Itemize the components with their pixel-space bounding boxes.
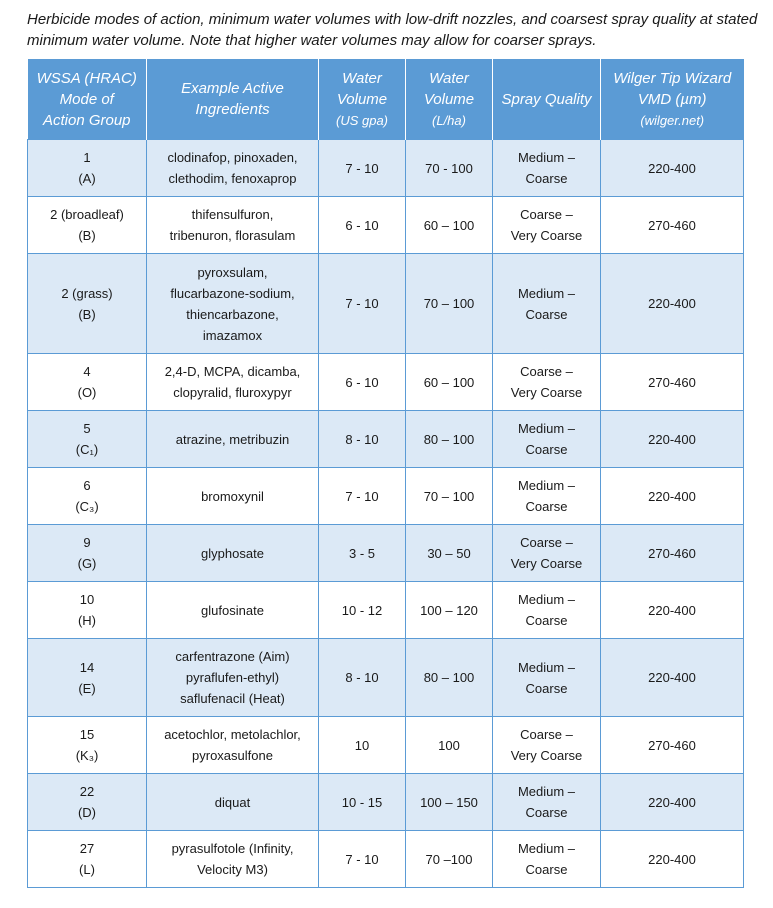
cell-ingredients: pyrasulfotole (Infinity, Velocity M3) (147, 831, 319, 888)
cell-volume-gpa: 8 - 10 (319, 411, 406, 468)
cell-group: 6 (C₃) (28, 468, 147, 525)
cell-group: 4 (O) (28, 354, 147, 411)
cell-group: 15 (K₃) (28, 717, 147, 774)
table-row (28, 254, 744, 354)
cell-volume-lha: 100 – 150 (406, 774, 493, 831)
cell-ingredients: glufosinate (147, 582, 319, 639)
cell-volume-gpa: 7 - 10 (319, 140, 406, 197)
cell-group: 5 (C₁) (28, 411, 147, 468)
cell-spray-quality: Medium – Coarse (493, 411, 601, 468)
table-row (28, 411, 744, 468)
table-row (28, 468, 744, 525)
header-row (28, 59, 744, 140)
cell-volume-gpa: 7 - 10 (319, 831, 406, 888)
cell-vmd: 270-460 (601, 197, 744, 254)
cell-spray-quality: Medium – Coarse (493, 140, 601, 197)
cell-spray-quality: Coarse – Very Coarse (493, 354, 601, 411)
cell-volume-lha: 60 – 100 (406, 197, 493, 254)
cell-ingredients: 2,4-D, MCPA, dicamba, clopyralid, fluroxypyr (147, 354, 319, 411)
cell-ingredients: clodinafop, pinoxaden, clethodim, fenoxaprop (147, 140, 319, 197)
cell-volume-gpa: 6 - 10 (319, 197, 406, 254)
cell-volume-gpa: 10 - 12 (319, 582, 406, 639)
cell-vmd: 270-460 (601, 525, 744, 582)
cell-ingredients: pyroxsulam, flucarbazone-sodium, thiencarbazone, imazamox (147, 254, 319, 354)
cell-spray-quality: Medium – Coarse (493, 468, 601, 525)
cell-spray-quality: Coarse – Very Coarse (493, 197, 601, 254)
cell-vmd: 220-400 (601, 582, 744, 639)
cell-spray-quality: Coarse – Very Coarse (493, 717, 601, 774)
cell-ingredients: diquat (147, 774, 319, 831)
cell-volume-gpa: 7 - 10 (319, 254, 406, 354)
cell-group: 10 (H) (28, 582, 147, 639)
table-row (28, 582, 744, 639)
cell-ingredients: bromoxynil (147, 468, 319, 525)
table-row (28, 140, 744, 197)
table-row (28, 354, 744, 411)
cell-ingredients: glyphosate (147, 525, 319, 582)
table-caption: Herbicide modes of action, minimum water volumes with low-drift nozzles, and coarsest spray quality at stated minimum water volume. Note that higher water volumes may allow for coarser sprays. (27, 11, 758, 49)
cell-group: 2 (broadleaf) (B) (28, 197, 147, 254)
table-row (28, 831, 744, 888)
cell-spray-quality: Medium – Coarse (493, 254, 601, 354)
cell-spray-quality: Medium – Coarse (493, 639, 601, 717)
cell-ingredients: carfentrazone (Aim) pyraflufen-ethyl) saflufenacil (Heat) (147, 639, 319, 717)
cell-volume-lha: 70 – 100 (406, 254, 493, 354)
header-vmd: Wilger Tip Wizard VMD (µm) (wilger.net) (601, 59, 744, 140)
cell-group: 9 (G) (28, 525, 147, 582)
cell-volume-lha: 60 – 100 (406, 354, 493, 411)
herbicide-table (27, 59, 744, 888)
table-row (28, 525, 744, 582)
cell-volume-lha: 70 –100 (406, 831, 493, 888)
cell-group: 27 (L) (28, 831, 147, 888)
cell-group: 2 (grass) (B) (28, 254, 147, 354)
cell-spray-quality: Medium – Coarse (493, 582, 601, 639)
cell-ingredients: thifensulfuron, tribenuron, florasulam (147, 197, 319, 254)
table-row (28, 717, 744, 774)
cell-vmd: 220-400 (601, 254, 744, 354)
cell-spray-quality: Coarse – Very Coarse (493, 525, 601, 582)
table-row (28, 774, 744, 831)
cell-volume-lha: 70 – 100 (406, 468, 493, 525)
cell-vmd: 220-400 (601, 639, 744, 717)
header-spray-quality: Spray Quality (493, 59, 601, 140)
cell-volume-gpa: 3 - 5 (319, 525, 406, 582)
cell-ingredients: acetochlor, metolachlor, pyroxasulfone (147, 717, 319, 774)
cell-volume-lha: 70 - 100 (406, 140, 493, 197)
header-group: WSSA (HRAC) Mode of Action Group (28, 59, 147, 140)
cell-volume-lha: 80 – 100 (406, 411, 493, 468)
cell-ingredients: atrazine, metribuzin (147, 411, 319, 468)
cell-vmd: 220-400 (601, 831, 744, 888)
cell-volume-lha: 80 – 100 (406, 639, 493, 717)
header-volume-lha: Water Volume (L/ha) (406, 59, 493, 140)
table-row (28, 639, 744, 717)
cell-vmd: 220-400 (601, 468, 744, 525)
cell-vmd: 270-460 (601, 354, 744, 411)
header-volume-gpa: Water Volume (US gpa) (319, 59, 406, 140)
cell-volume-gpa: 10 - 15 (319, 774, 406, 831)
header-ingredients: Example Active Ingredients (147, 59, 319, 140)
cell-volume-lha: 30 – 50 (406, 525, 493, 582)
table-body (28, 140, 744, 888)
cell-volume-gpa: 7 - 10 (319, 468, 406, 525)
cell-vmd: 270-460 (601, 717, 744, 774)
cell-group: 14 (E) (28, 639, 147, 717)
cell-volume-lha: 100 (406, 717, 493, 774)
cell-group: 1 (A) (28, 140, 147, 197)
cell-volume-gpa: 6 - 10 (319, 354, 406, 411)
cell-spray-quality: Medium – Coarse (493, 831, 601, 888)
cell-group: 22 (D) (28, 774, 147, 831)
cell-vmd: 220-400 (601, 140, 744, 197)
cell-vmd: 220-400 (601, 411, 744, 468)
cell-volume-gpa: 10 (319, 717, 406, 774)
table-row (28, 197, 744, 254)
cell-volume-gpa: 8 - 10 (319, 639, 406, 717)
cell-spray-quality: Medium – Coarse (493, 774, 601, 831)
cell-vmd: 220-400 (601, 774, 744, 831)
cell-volume-lha: 100 – 120 (406, 582, 493, 639)
